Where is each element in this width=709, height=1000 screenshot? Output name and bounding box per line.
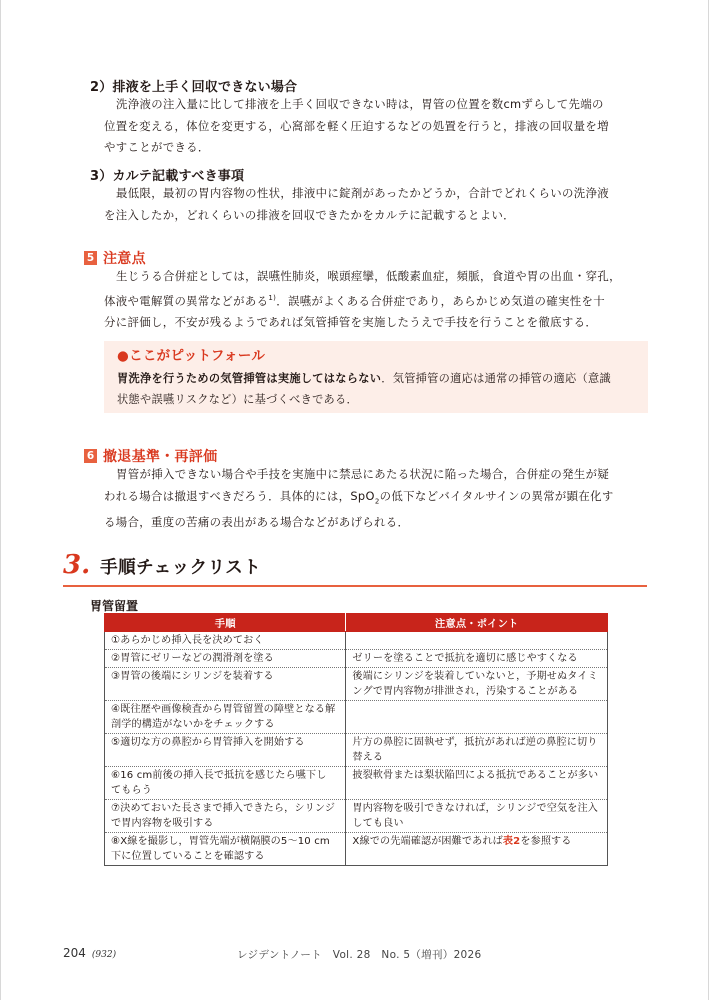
subscript: 2 bbox=[374, 496, 380, 505]
cell-line: てもらう bbox=[111, 785, 152, 796]
pitfall-title: ●ここがピットフォール bbox=[117, 348, 266, 364]
cell-line bbox=[352, 834, 603, 849]
cell-line: 片方の鼻腔に固執せず，抵抗があれば逆の鼻腔に切り bbox=[352, 737, 598, 748]
cell-line: ⑧X線を撮影し，胃管先端が横隔膜の5～10 cm bbox=[111, 836, 330, 847]
section-number-badge: 6 bbox=[84, 449, 97, 463]
note-cell bbox=[346, 800, 608, 833]
step-cell bbox=[105, 734, 346, 767]
table-row bbox=[105, 734, 608, 767]
pitfall-box bbox=[104, 341, 648, 413]
section-title: 注意点 bbox=[103, 251, 146, 267]
cell-line: で胃内容物を吸引する bbox=[111, 818, 214, 829]
text-line: 最低限，最初の胃内容物の性状，排液中に錠剤があったかどうか，合計でどれくらいの洗浄液 bbox=[116, 186, 609, 200]
note-cell bbox=[346, 668, 608, 701]
table-caption: 胃管留置 bbox=[90, 599, 139, 613]
cell-line: 後端にシリンジを装着していないと，予期せぬタイミ bbox=[352, 671, 598, 682]
step-cell bbox=[105, 668, 346, 701]
cell-line: 替える bbox=[352, 752, 384, 763]
text-segment: われる場合は撤退すべきだろう．具体的には，SpO bbox=[104, 488, 375, 503]
section-5-body bbox=[104, 266, 649, 333]
page-number-value: 204 bbox=[63, 946, 86, 960]
section-number-badge: 5 bbox=[84, 251, 97, 265]
cell-line: ⑤適切な方の鼻腔から胃管挿入を開始する bbox=[111, 737, 305, 748]
cell-line: ゼリーを塗ることで抵抗を適切に感じやすくなる bbox=[352, 653, 578, 664]
subsection-3-body bbox=[104, 183, 649, 226]
cell-line: 下に位置していることを確認する bbox=[111, 851, 265, 862]
text-segment: ．気管挿管の適応は通常の挿管の適応（意識 bbox=[381, 372, 611, 385]
step-cell bbox=[105, 767, 346, 800]
cell-line: しても良い bbox=[352, 818, 404, 829]
step-cell bbox=[105, 833, 346, 866]
text-line: 胃管が挿入できない場合や手技を実施中に禁忌にあたる状況に陥った場合，合併症の発生が疑 bbox=[116, 467, 610, 481]
step-cell bbox=[105, 800, 346, 833]
section-heading-6 bbox=[84, 446, 217, 466]
page-number bbox=[63, 946, 116, 960]
note-cell bbox=[346, 650, 608, 668]
step-cell bbox=[105, 632, 346, 650]
section-title: 撤退基準・再評価 bbox=[103, 449, 218, 465]
text-line: を注入したか，どれくらいの排液を回収できたかをカルテに記載するとよい． bbox=[104, 207, 515, 222]
table-row bbox=[105, 668, 608, 701]
text-line: 洗浄液の注入量に比して排液を上手く回収できない時は，胃管の位置を数cmずらして先端の bbox=[116, 97, 604, 111]
table-row bbox=[105, 701, 608, 734]
cell-line: ④既往歴や画像検査から胃管留置の障壁となる解 bbox=[111, 704, 336, 715]
text-segment: を参照する bbox=[520, 836, 572, 847]
table-row bbox=[105, 767, 608, 800]
page-number-sub: (932) bbox=[91, 950, 117, 960]
text-line: 状態や誤嚥リスクなど）に基づくべきである． bbox=[117, 393, 359, 406]
cell-line: ⑥16 cm前後の挿入長で抵抗を感じたら嚥下し bbox=[111, 770, 327, 781]
table-row bbox=[105, 650, 608, 668]
table-row bbox=[105, 833, 608, 866]
text-line bbox=[104, 288, 649, 312]
table-header-row bbox=[105, 614, 608, 632]
text-line: やすことができる． bbox=[104, 140, 210, 154]
cell-line: ングで胃内容物が排泄され，汚染することがある bbox=[352, 686, 579, 697]
table-row bbox=[105, 632, 608, 650]
cell-line: 剖学的構造がないかをチェックする bbox=[111, 719, 275, 730]
text-segment: X線での先端確認が困難であれば bbox=[352, 836, 503, 847]
cell-line: ②胃管にゼリーなどの潤滑剤を塗る bbox=[111, 653, 274, 664]
chapter-divider bbox=[63, 585, 647, 587]
cell-line: ①あらかじめ挿入長を決めておく bbox=[111, 635, 264, 646]
text-line: 生じうる合併症としては，誤嚥性肺炎，喉頭痙攣，低酸素血症，頻脈，食道や胃の出血・穿孔， bbox=[116, 269, 621, 283]
subsection-2-body bbox=[104, 94, 649, 159]
chapter-number: 3. bbox=[63, 550, 91, 580]
pitfall-emphasis: 胃洗浄を行うための気管挿管は実施してはならない bbox=[117, 372, 382, 385]
text-line: る場合，重度の苦痛の表出がある場合などがあげられる． bbox=[104, 515, 410, 530]
text-line bbox=[104, 486, 649, 513]
subsection-heading-2: 2）排液を上手く回収できない場合 bbox=[90, 80, 298, 95]
cell-line: ⑦決めておいた長さまで挿入できたら，シリンジ bbox=[111, 803, 336, 814]
cell-line: 披裂軟骨または梨状陥凹による抵抗であることが多い bbox=[352, 770, 599, 781]
pitfall-body bbox=[117, 368, 636, 410]
checklist-table bbox=[104, 613, 608, 866]
section-heading-5 bbox=[84, 248, 146, 268]
note-cell bbox=[346, 701, 608, 734]
step-cell bbox=[105, 650, 346, 668]
note-cell bbox=[346, 632, 608, 650]
note-cell bbox=[346, 734, 608, 767]
text-line bbox=[117, 368, 636, 389]
table-reference-link[interactable]: 表2 bbox=[502, 836, 521, 847]
text-segment: ．誤嚥がよくある合併症であり，あらかじめ気道の確実性を十 bbox=[276, 293, 606, 308]
text-line: 位置を変える，体位を変更する，心窩部を軽く圧迫するなどの処置を行うと，排液の回収量を増 bbox=[104, 118, 609, 133]
column-header-step: 手順 bbox=[105, 614, 346, 632]
reference-mark: 1) bbox=[268, 293, 277, 302]
cell-line: 胃内容物を吸引できなければ，シリンジで空気を注入 bbox=[352, 803, 599, 814]
column-header-note: 注意点・ポイント bbox=[346, 614, 608, 632]
note-cell bbox=[346, 833, 608, 866]
text-segment: 体液や電解質の異常などがある bbox=[104, 293, 269, 308]
step-cell bbox=[105, 701, 346, 734]
chapter-heading bbox=[63, 550, 261, 580]
cell-line: ③胃管の後端にシリンジを装着する bbox=[111, 671, 274, 682]
section-6-body bbox=[104, 464, 649, 534]
text-line: 分に評価し，不安が残るようであれば気管挿管を実施したうえで手技を行うことを徹底する． bbox=[104, 314, 598, 329]
text-segment: の低下などバイタルサインの異常が顕在化す bbox=[379, 488, 614, 503]
chapter-title: 手順チェックリスト bbox=[100, 558, 262, 578]
note-cell bbox=[346, 767, 608, 800]
subsection-heading-3: 3）カルテ記載すべき事項 bbox=[90, 169, 245, 184]
journal-footer: レジデントノート Vol. 28 No. 5（増刊）2026 bbox=[237, 949, 482, 961]
table-row bbox=[105, 800, 608, 833]
